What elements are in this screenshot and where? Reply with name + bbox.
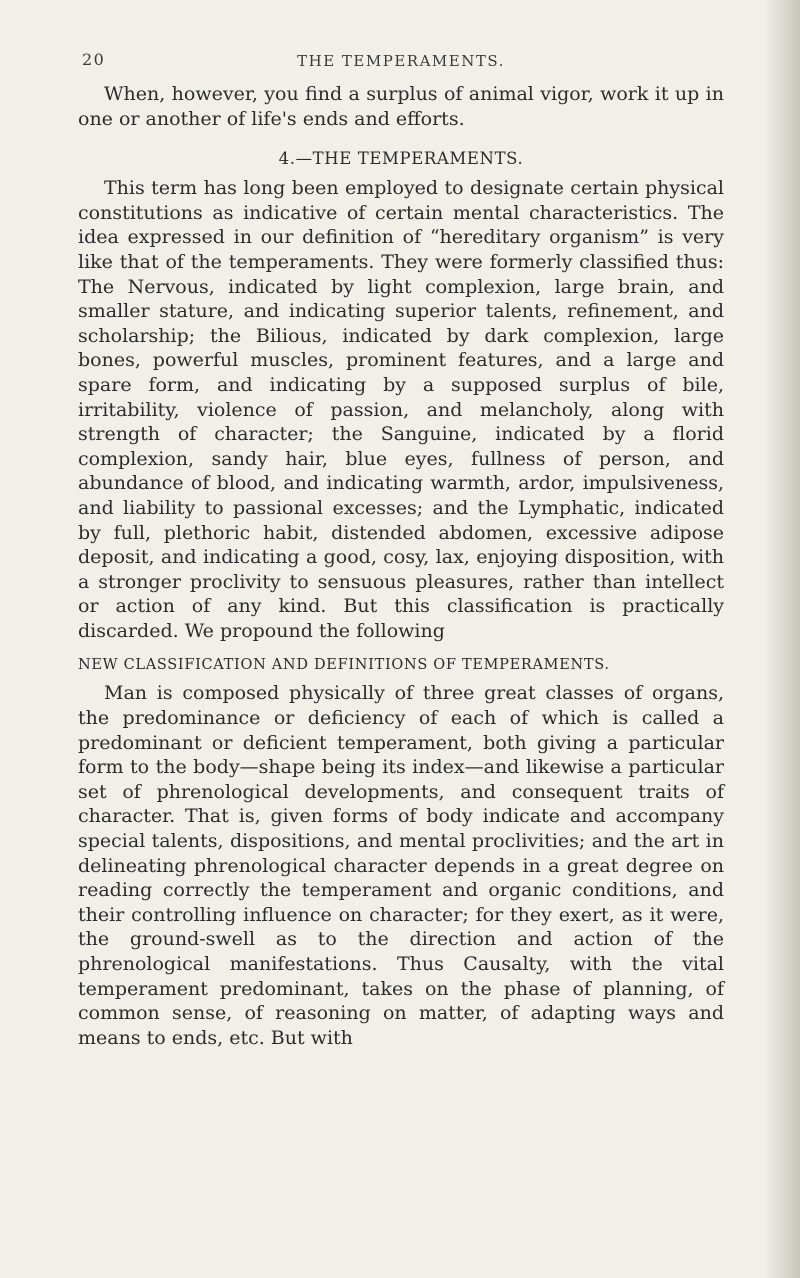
section-heading: 4.—THE TEMPERAMENTS. <box>278 149 524 169</box>
page-edge-shadow <box>764 0 800 1278</box>
running-head-title: THE TEMPERAMENTS. <box>297 52 505 70</box>
book-page <box>78 50 724 1050</box>
classification-paragraph: Man is composed physically of three great classes of organs, the predominance or deficiency of each of which is called a predominant or deficient temperament, both giving a particular form to the body—shape being its index—and likewise a particular set of phrenological developments, and consequent traits of character. That is, given forms of body indicate and accompany special talents, dispositions, and mental proclivities; and the art in delineating phrenological character depends in a great degree on reading correctly the temperament and organic conditions, and their controlling influence on character; for they exert, as it were, the ground-swell as to the direction and action of the phrenological manifestations. Thus Causalty, with the vital temperament predominant, takes on the phase of planning, of common sense, of reasoning on matter, of adapting ways and means to ends, etc. But with <box>78 682 724 1049</box>
temperaments-paragraph: This term has long been employed to designate certain physical constitutions as indicative of certain mental characteristics. The idea expressed in our definition of “hereditary organism” is very like that of the temperaments. They were formerly classified thus: The Nervous, indicated by light complexion, large brain, and smaller stature, and indicating superior talents, refinement, and scholarship; the Bilious, indicated by dark complexion, large bones, powerful muscles, prominent features, and a large and spare form, and indicating by a supposed surplus of bile, irritability, violence of passion, and melancholy, along with strength of character; the Sanguine, indicated by a florid complexion, sandy hair, blue eyes, fullness of person, and abundance of blood, and indicating warmth, ardor, impulsiveness, and liability to passional excesses; and the Lymphatic, indicated by full, plethoric habit, distended abdomen, excessive adipose deposit, and indicating a good, cosy, lax, enjoying disposition, with a stronger proclivity to sensuous pleasures, rather than intellect or action of any kind. But this classification is practically discarded. We propound the following <box>78 177 724 642</box>
page-number: 20 <box>82 50 106 69</box>
running-head <box>78 50 724 76</box>
classification-subheading: NEW CLASSIFICATION AND DEFINITIONS OF TEMPERAMENTS. <box>78 657 610 674</box>
intro-paragraph: When, however, you find a surplus of animal vigor, work it up in one or another of life's ends and efforts. <box>78 83 724 130</box>
